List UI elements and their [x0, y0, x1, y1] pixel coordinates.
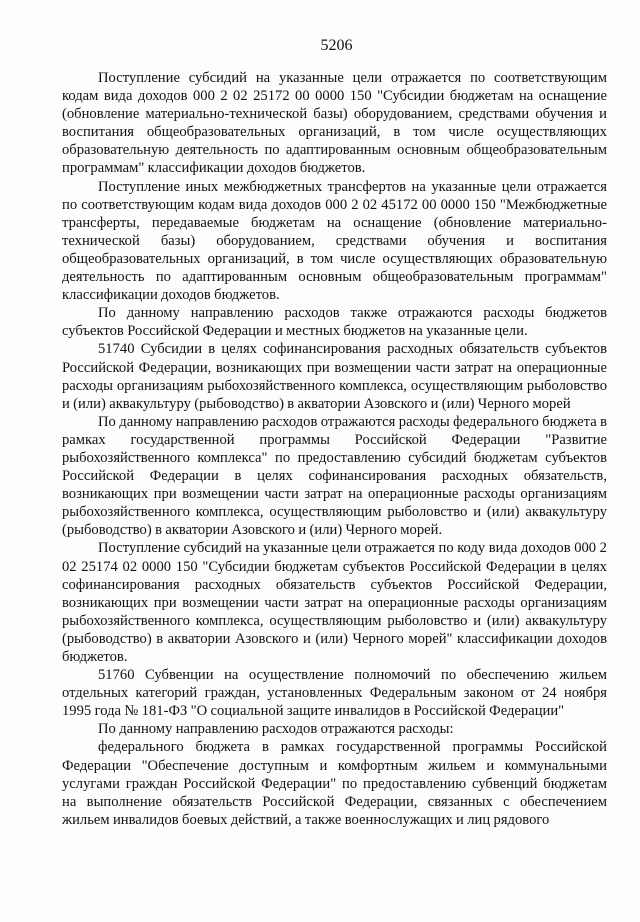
- paragraph-51760-intro: По данному направлению расходов отражаются расходы:: [98, 721, 454, 738]
- page-number: 5206: [320, 37, 353, 54]
- paragraph-51740-expenses: По данному направлению расходов отражаются расходы федерального бюджета в рамках государственной программы Российской Федерации "Развитие рыбохозяйственного комплекса" по предоставлению субсидий бюджетам субъектов Российской Федерации в целях софинансирования расходных обязательств, возникающих при возмещении части затрат на операционные расходы организациям рыбохозяйственного комплекса, осуществляющим рыболовство и (или) аквакультуру (рыбоводство) в акватории Азовского и (или) Черного морей.: [62, 413, 607, 539]
- paragraph-51740-receipt: Поступление субсидий на указанные цели отражается по коду вида доходов 000 2 02 25174 02 0000 150 "Субсидии бюджетам субъектов Российской Федерации в целях софинансирования расходных обязательств субъектов Российской Федерации, возникающих при возмещении части затрат на операционные расходы организациям рыбохозяйственного комплекса, осуществляющим рыболовство и (или) аквакультуру (рыбоводство) в акватории Азовского и (или) Черного морей" классификации доходов бюджетов.: [62, 540, 607, 665]
- paragraph-item-51740: 51740 Субсидии в целях софинансирования расходных обязательств субъектов Российской Федерации, возникающих при возмещении части затрат на операционные расходы организациям рыбохозяйственного комплекса, осуществляющим рыболовство и (или) аквакультуру (рыбоводство) в акватории Азовского и (или) Черного морей: [62, 341, 607, 412]
- document-body: [62, 69, 607, 829]
- paragraph-51760-federal: федерального бюджета в рамках государственной программы Российской Федерации "Обеспечение доступным и комфортным жильем и коммунальными услугами граждан Российской Федерации" по предоставлению субвенций бюджетам на выполнение обязательств Российской Федерации, связанных с обеспечением жильем инвалидов боевых действий, а также военнослужащих и лиц рядового: [62, 739, 607, 828]
- paragraph-item-51760: 51760 Субвенции на осуществление полномочий по обеспечению жильем отдельных категорий граждан, установленных Федеральным законом от 24 ноября 1995 года № 181-ФЗ "О социальной защите инвалидов в Российской Федерации": [62, 667, 607, 720]
- paragraph-also-reflected: По данному направлению расходов также отражаются расходы бюджетов субъектов Российской Федерации и местных бюджетов на указанные цели.: [62, 305, 607, 340]
- paragraph-subsidy-receipt: Поступление субсидий на указанные цели отражается по соответствующим кодам вида доходов 000 2 02 25172 00 0000 150 "Субсидии бюджетам на оснащение (обновление материально-технической базы) оборудованием, средствами обучения и воспитания общеобразовательных организаций, в том числе осуществляющих образовательную деятельность по адаптированным основным общеобразовательным программам" классификации доходов бюджетов.: [62, 70, 607, 177]
- paragraph-transfers-receipt: Поступление иных межбюджетных трансфертов на указанные цели отражается по соответствующим кодам вида доходов 000 2 02 45172 00 0000 150 "Межбюджетные трансферты, передаваемые бюджетам на оснащение (обновление материально-технической базы) оборудованием, средствами обучения и воспитания общеобразовательных организаций, в том числе осуществляющих образовательную деятельность по адаптированным основным общеобразовательным программам" классификации доходов бюджетов.: [62, 178, 607, 304]
